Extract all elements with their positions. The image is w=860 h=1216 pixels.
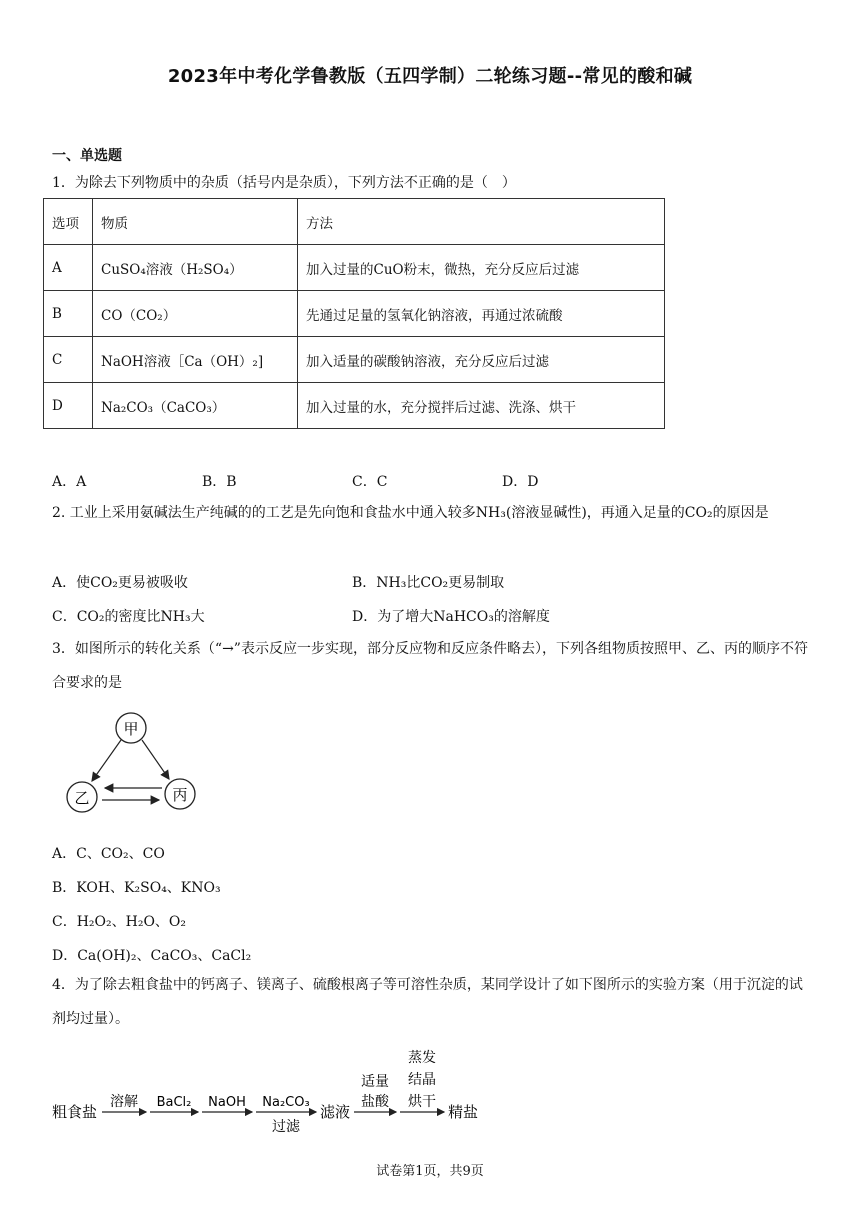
q2-option-b: B．NH₃比CO₂更易制取: [352, 575, 505, 591]
q2-option-c: C．CO₂的密度比NH₃大: [52, 609, 205, 625]
table-header-cell: 选项: [44, 199, 93, 245]
q3-stem: 3．如图所示的转化关系（“→”表示反应一步实现，部分反应物和反应条件略去），下列各组物质按照甲、乙、丙的顺序不符合要求的是: [52, 641, 808, 691]
table-header-cell: 物质: [93, 199, 298, 245]
q2-stem: 2. 工业上采用氨碱法生产纯碱的的工艺是先向饱和食盐水中通入较多NH₃(溶液显碱性)，再通入足量的CO₂的原因是: [52, 505, 769, 521]
table-cell: 加入适量的碳酸钠溶液，充分反应后过滤: [298, 337, 665, 383]
q1-option-a: A．A: [52, 474, 87, 490]
table-cell: 加入过量的水，充分搅拌后过滤、洗涤、烘干: [298, 383, 665, 429]
table-header-cell: 方法: [298, 199, 665, 245]
table-cell: 先通过足量的氢氧化钠溶液，再通过浓硫酸: [298, 291, 665, 337]
table-cell: A: [44, 245, 93, 291]
q1-option-d: D．D: [502, 474, 539, 490]
table-row: [44, 337, 665, 383]
flow-step-dry: 烘干: [408, 1094, 436, 1110]
q3-conversion-diagram: [60, 706, 210, 816]
q2-option-a: A．使CO₂更易被吸收: [52, 575, 188, 591]
q4-stem: 4．为了除去粗食盐中的钙离子、镁离子、硫酸根离子等可溶性杂质，某同学设计了如下图所示的实验方案（用于沉淀的试剂均过量）。: [52, 977, 803, 1027]
q1-table: [43, 198, 665, 429]
table-header-row: [44, 199, 665, 245]
flow-step-hcl: 盐酸: [361, 1094, 389, 1110]
flow-step-appropriate: 适量: [361, 1074, 389, 1090]
page-title: 2023年中考化学鲁教版（五四学制）二轮练习题--常见的酸和碱: [167, 66, 693, 87]
table-cell: CuSO₄溶液（H₂SO₄）: [93, 245, 298, 291]
q1-option-c: C．C: [352, 474, 388, 490]
section-heading: 一、单选题: [52, 148, 122, 164]
q3-option-d: D．Ca(OH)₂、CaCO₃、CaCl₂: [52, 948, 252, 964]
node-bing: 丙: [172, 786, 188, 804]
flow-step-na2co3: Na₂CO₃: [262, 1095, 310, 1110]
table-row: [44, 245, 665, 291]
flow-step-evaporate: 蒸发: [408, 1050, 436, 1066]
flow-step-dissolve: 溶解: [110, 1094, 138, 1110]
q3-option-b: B．KOH、K₂SO₄、KNO₃: [52, 880, 221, 896]
flow-step-naoh: NaOH: [208, 1095, 246, 1110]
flow-step-crystallize: 结晶: [408, 1072, 436, 1088]
table-row: [44, 383, 665, 429]
flow-step-filter: 过滤: [272, 1119, 300, 1135]
q4-flow-diagram: [50, 1044, 490, 1140]
node-yi: 乙: [74, 789, 90, 807]
table-cell: B: [44, 291, 93, 337]
table-cell: 加入过量的CuO粉末，微热，充分反应后过滤: [298, 245, 665, 291]
flow-start: 粗食盐: [52, 1103, 98, 1121]
flow-step-bacl2: BaCl₂: [156, 1095, 192, 1110]
q3-option-c: C．H₂O₂、H₂O、O₂: [52, 914, 187, 930]
table-row: [44, 291, 665, 337]
table-cell: Na₂CO₃（CaCO₃）: [93, 383, 298, 429]
arrow-jia-to-bing: [142, 740, 169, 779]
node-jia: 甲: [123, 720, 139, 738]
table-cell: D: [44, 383, 93, 429]
table-cell: C: [44, 337, 93, 383]
arrow-jia-to-yi: [92, 740, 121, 781]
q1-stem: 1．为除去下列物质中的杂质（括号内是杂质），下列方法不正确的是（ ）: [52, 175, 516, 191]
q2-option-d: D．为了增大NaHCO₃的溶解度: [352, 609, 550, 625]
q3-option-a: A．C、CO₂、CO: [52, 846, 165, 862]
flow-filtrate: 滤液: [320, 1103, 351, 1121]
page-footer: 试卷第1页，共9页: [376, 1164, 484, 1179]
flow-end: 精盐: [448, 1103, 479, 1121]
table-cell: NaOH溶液［Ca（OH）₂]: [93, 337, 298, 383]
q1-option-b: B．B: [202, 474, 237, 490]
table-cell: CO（CO₂）: [93, 291, 298, 337]
